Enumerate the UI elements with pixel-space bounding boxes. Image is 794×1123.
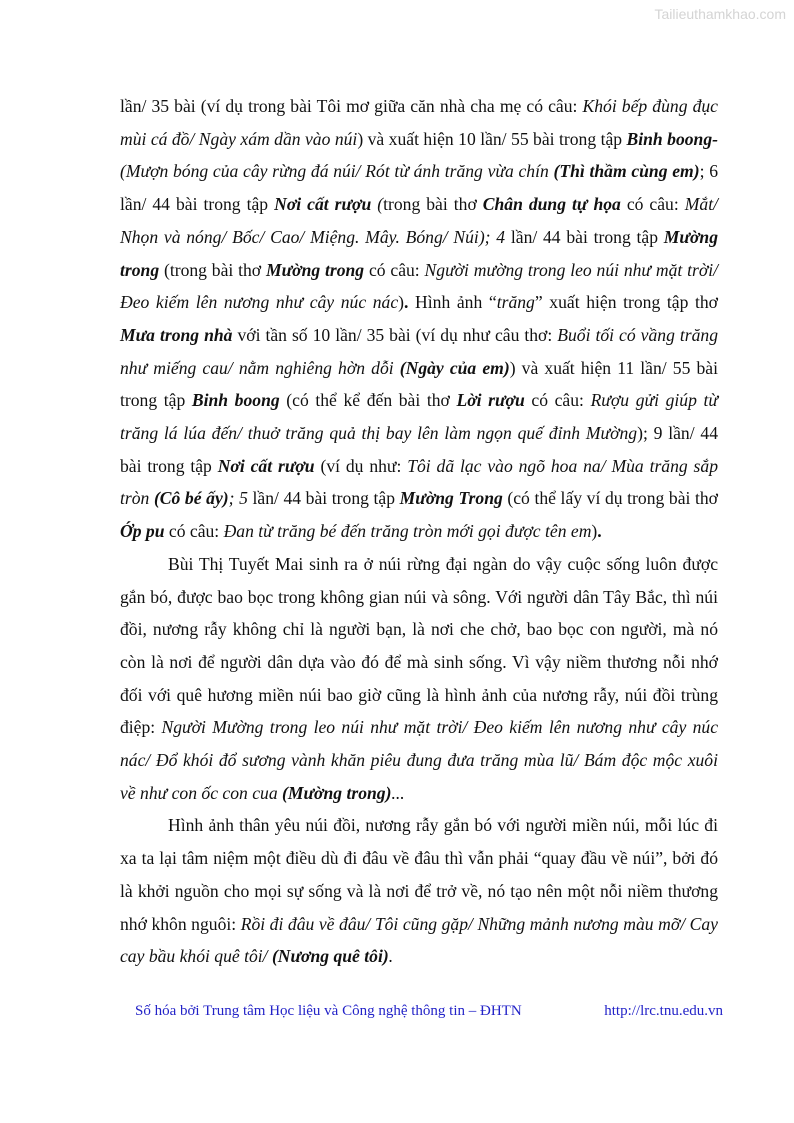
text-run: ) xyxy=(398,292,405,313)
text-run: lần/ 44 bài trong tập xyxy=(505,226,664,247)
text-run: Nơi cất rượu xyxy=(217,455,315,476)
text-run: có câu: xyxy=(164,521,224,542)
text-run: Bùi Thị Tuyết Mai sinh ra ở núi rừng đại ngàn do vậy cuộc sống luôn được gắn bó, được bao bọc trong không gian núi và sông. Với người dân Tây Bắc, thì núi đồi, nương rẫy không chỉ là người bạn, là nơi che chở, bao bọc con người, mà nó còn là nơi để người dân dựa vào đó để mà sinh sống. Vì vậy niềm thương nỗi nhớ đối với quê hương miền núi bao giờ cũng là hình ảnh của nương rẫy, núi đồi trùng điệp: xyxy=(120,553,718,738)
text-run: Chân dung tự họa xyxy=(482,194,621,215)
text-run: (Nương quê tôi) xyxy=(271,946,389,967)
text-run: ) và xuất hiện 10 lần/ 55 bài trong tập xyxy=(357,128,627,149)
text-run: ); 9 lần/ 44 bài trong tập xyxy=(120,423,719,476)
text-run: ” xuất hiện trong tập thơ xyxy=(534,292,718,313)
text-run: ; 6 lần/ 44 bài trong tập xyxy=(120,161,718,215)
text-run: . xyxy=(597,521,602,542)
paragraph-3 xyxy=(120,809,718,973)
text-run: Binh boong xyxy=(191,390,280,411)
text-run: có câu: xyxy=(524,390,591,411)
text-run: (Cô bé ấy) xyxy=(153,488,229,509)
text-run: (Thì thầm cùng em) xyxy=(553,161,700,182)
text-run: (Mường trong) xyxy=(282,782,392,803)
text-run: lần/ 44 bài trong tập xyxy=(247,488,400,509)
text-run: (Ngày của em) xyxy=(399,357,510,378)
text-run: (Mượn bóng của cây rừng đá núi/ Rót từ ánh trăng vừa chín xyxy=(120,161,554,182)
text-run: ; 5 xyxy=(228,488,248,509)
text-run: Ớp pu xyxy=(120,521,165,542)
footer-source: Số hóa bởi Trung tâm Học liệu và Công nghệ thông tin – ĐHTN xyxy=(135,1003,522,1019)
text-run: Buổi tối có vầng trăng như miếng cau/ nằm nghiêng hờn dỗi xyxy=(120,324,718,378)
text-run: lần/ 35 bài (ví dụ trong bài Tôi mơ giữa căn nhà cha mẹ có câu: xyxy=(120,96,583,116)
text-run: Rồi đi đâu về đâu/ Tôi cũng gặp/ Những mảnh nương màu mỡ/ Cay cay bầu khói quê tôi/ xyxy=(120,913,718,967)
text-run: có câu: xyxy=(364,259,425,280)
text-run: Khói bếp đùng đục mùi cá đồ/ Ngày xám dần vào núi xyxy=(120,96,718,149)
text-run: Lời rượu xyxy=(456,390,525,411)
page-body xyxy=(120,90,718,973)
text-run: Nơi cất rượu xyxy=(274,194,372,215)
paragraph-1 xyxy=(120,90,718,548)
text-run: (trong bài thơ xyxy=(159,259,266,280)
watermark: Tailieuthamkhao.com xyxy=(654,6,786,22)
text-run: Hình ảnh “ xyxy=(408,292,497,313)
text-run: . xyxy=(388,946,394,967)
text-run: ) và xuất hiện 11 lần/ 55 bài trong tập xyxy=(120,357,718,411)
text-run: Mắt/ Nhọn và nóng/ Bốc/ Cao/ Miệng. Mây. Bóng/ Núi); 4 xyxy=(120,194,718,247)
text-run: (ví dụ như: xyxy=(314,455,408,476)
text-run: (có thể lấy ví dụ trong bài thơ xyxy=(502,488,718,509)
text-run: Mường trong xyxy=(120,226,718,280)
text-run: Người mường trong leo núi như mặt trời/ Đeo kiếm lên nương như cây núc nác xyxy=(120,259,718,313)
text-run: Mưa trong nhà xyxy=(120,324,233,345)
text-run: Mường Trong xyxy=(399,488,503,509)
text-run: ) xyxy=(591,521,598,542)
text-run: trăng xyxy=(496,292,535,313)
paragraph-2 xyxy=(120,548,718,810)
text-run: ( xyxy=(371,194,384,215)
text-run: Mường trong xyxy=(265,259,365,280)
text-run: với tần số 10 lần/ 35 bài (ví dụ như câu thơ: xyxy=(232,324,558,345)
text-run: (có thể kể đến bài thơ xyxy=(279,390,457,411)
text-run: . xyxy=(404,292,409,313)
text-run: Người Mường trong leo núi như mặt trời/ Đeo kiếm lên nương như cây núc nác/ Đổ khói đổ sương vành khăn piêu đung đưa trăng mùa lũ/ Bám độc mộc xuôi về như con ốc con cua xyxy=(120,717,718,803)
text-run: Tôi dã lạc vào ngõ hoa na/ Mùa trăng sắp tròn xyxy=(120,455,718,509)
text-run: Binh boong- xyxy=(626,128,718,149)
text-run: Rượu gửi giúp từ trăng lá lúa đến/ thuở trăng quả thị bay lên làm ngọn quế đỉnh Mường xyxy=(120,390,718,444)
text-run: Hình ảnh thân yêu núi đồi, nương rẫy gắn bó với người miền núi, mỗi lúc đi xa ta lại tâm niệm một điều dù đi đâu về đâu thì vẫn phải “quay đầu về núi”, bởi đó là khởi nguồn cho mọi sự sống và là nơi để trở về, nó tạo nên một nỗi niềm thương nhớ khôn nguôi: xyxy=(120,815,718,934)
text-run: trong bài thơ xyxy=(383,194,483,215)
text-run: có câu: xyxy=(620,194,685,215)
footer-url[interactable]: http://lrc.tnu.edu.vn xyxy=(604,1003,723,1019)
text-run: ... xyxy=(391,782,405,803)
text-run: Đan từ trăng bé đến trăng tròn mới gọi được tên em xyxy=(223,521,592,542)
